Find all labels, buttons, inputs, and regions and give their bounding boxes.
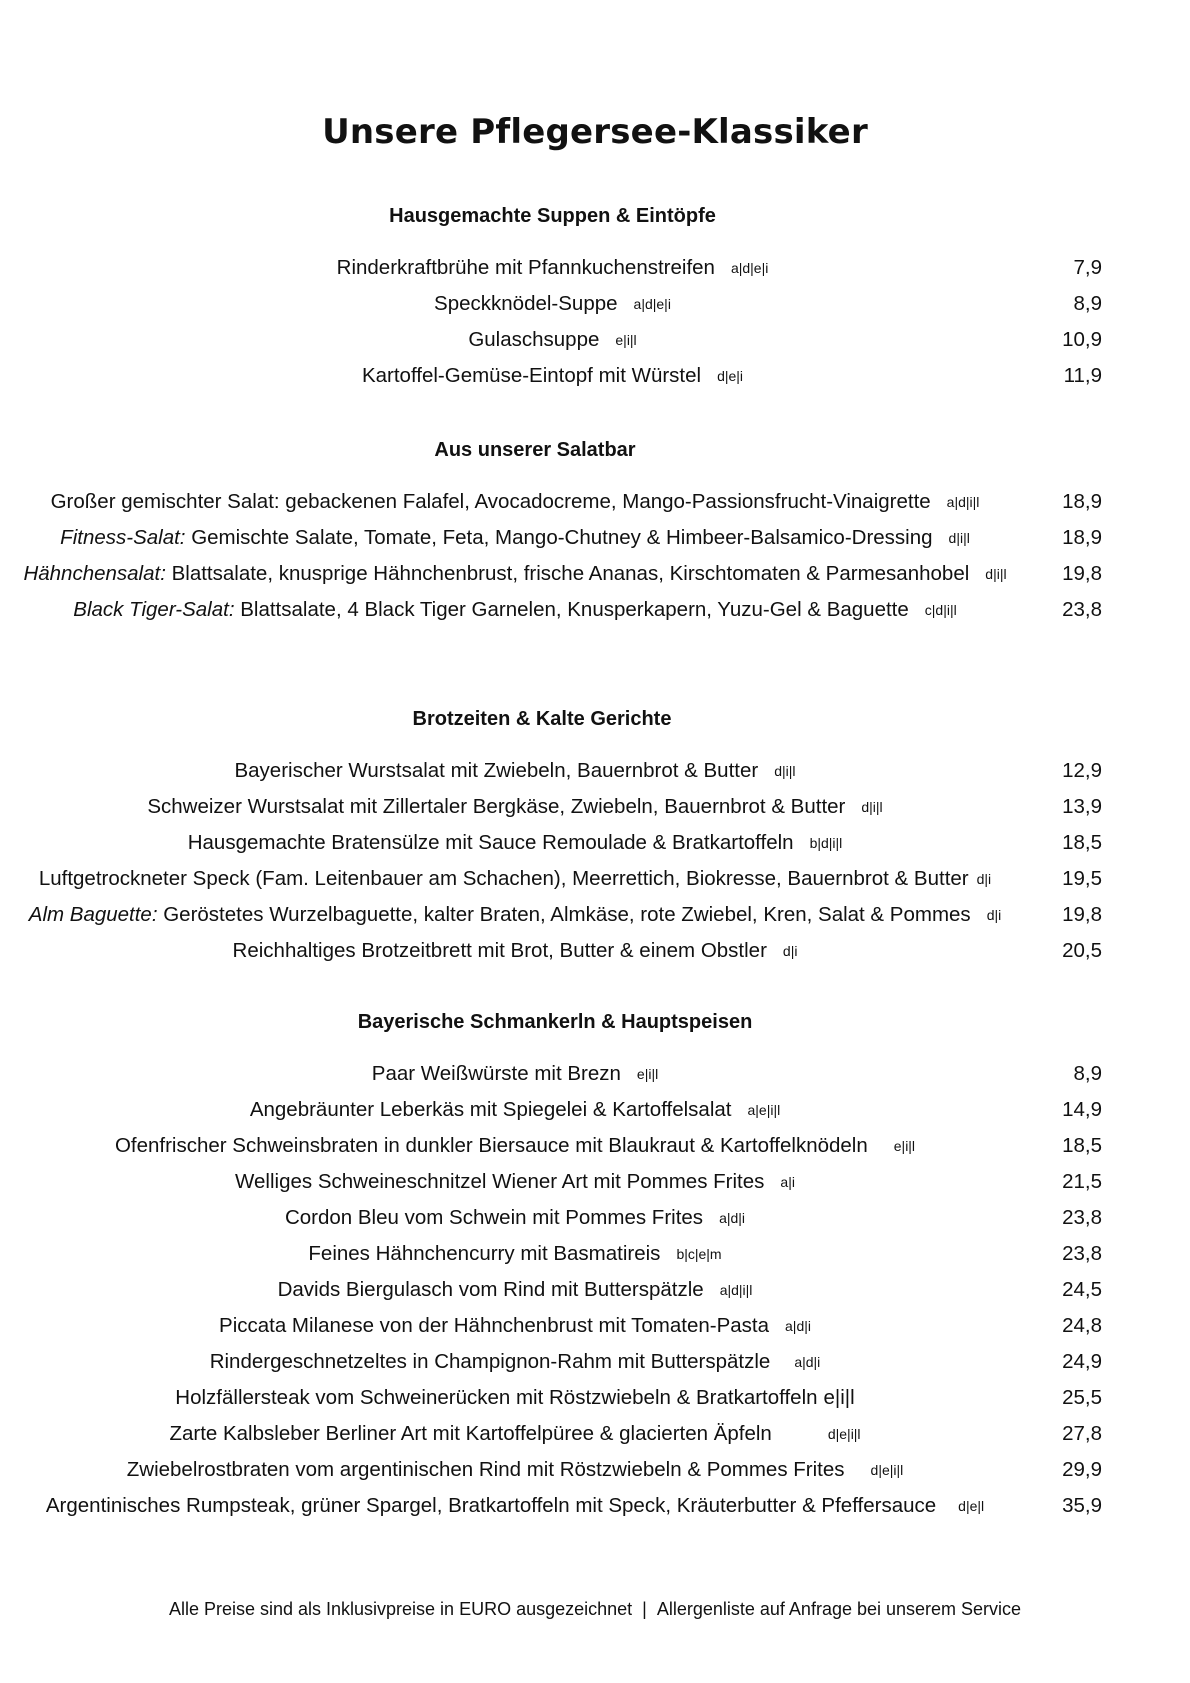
item-price: 20,5 (1062, 939, 1102, 962)
section-title-cold-dishes: Brotzeiten & Kalte Gerichte (412, 708, 672, 730)
footer-prices-note: Alle Preise sind als Inklusivpreise in EURO ausgezeichnet (168, 1599, 633, 1619)
item-allergens: d|i|l (774, 763, 796, 779)
menu-item (0, 1206, 1190, 1240)
item-allergens: e|i|l (636, 1066, 659, 1082)
menu-item (0, 364, 1190, 398)
item-price: 23,8 (1062, 1206, 1102, 1229)
item-price: 23,8 (1062, 1242, 1102, 1265)
menu-item (0, 526, 1190, 560)
menu-item (0, 598, 1190, 632)
item-allergens: e|i|l (893, 1138, 916, 1154)
item-name: Ofenfrischer Schweinsbraten in dunkler Biersauce mit Blaukraut & Kartoffelknödeln (114, 1134, 868, 1157)
menu-item (0, 939, 1190, 973)
item-price: 19,5 (1062, 867, 1102, 890)
item-allergens: a|d|i (785, 1318, 811, 1334)
item-allergens: d|e|i|l (827, 1426, 861, 1442)
item-name: Rinderkraftbrühe mit Pfannkuchenstreifen (336, 256, 715, 279)
item-allergens: e|i|l (615, 332, 637, 348)
item-allergens: d|e|i|l (870, 1462, 904, 1478)
item-name: Hausgemachte Bratensülze mit Sauce Remoulade & Bratkartoffeln (187, 831, 794, 854)
item-name: Gemischte Salate, Tomate, Feta, Mango-Chutney & Himbeer-Balsamico-Dressing (185, 526, 933, 549)
section-title-salads: Aus unserer Salatbar (434, 439, 636, 461)
item-allergens: d|e|l (958, 1498, 985, 1514)
item-prefix: Hähnchensalat: (23, 562, 166, 585)
item-name: Bayerischer Wurstsalat mit Zwiebeln, Bauernbrot & Butter (234, 759, 759, 782)
menu-item (0, 256, 1190, 290)
item-price: 24,5 (1062, 1278, 1102, 1301)
menu-item (0, 795, 1190, 829)
item-price: 8,9 (1073, 292, 1102, 315)
item-name: Gulaschsuppe (468, 328, 600, 351)
item-allergens: d|i|l (861, 799, 883, 815)
footer-allergen-note: Allergenliste auf Anfrage bei unserem Service (656, 1599, 1022, 1619)
footer-separator: | (642, 1599, 647, 1619)
item-price: 10,9 (1062, 328, 1102, 351)
item-name: Paar Weißwürste mit Brezn (371, 1062, 621, 1085)
item-price: 19,8 (1062, 562, 1102, 585)
item-allergens: a|e|i|l (747, 1102, 781, 1118)
item-name: Piccata Milanese von der Hähnchenbrust mit Tomaten-Pasta (219, 1314, 770, 1337)
item-allergens: d|i (782, 943, 798, 959)
item-name: Angebräunter Leberkäs mit Spiegelei & Kartoffelsalat (249, 1098, 732, 1121)
menu-item (0, 1170, 1190, 1204)
item-price: 12,9 (1062, 759, 1102, 782)
menu-item (0, 1386, 1190, 1420)
item-name: Blattsalate, 4 Black Tiger Garnelen, Knusperkapern, Yuzu-Gel & Baguette (234, 598, 909, 621)
item-name: Geröstetes Wurzelbaguette, kalter Braten, Almkäse, rote Zwiebel, Kren, Salat & Pommes (157, 903, 971, 926)
menu-item (0, 1314, 1190, 1348)
menu-item (0, 1242, 1190, 1276)
item-name: Kartoffel-Gemüse-Eintopf mit Würstel (361, 364, 702, 387)
item-price: 27,8 (1062, 1422, 1102, 1445)
item-name: Blattsalate, knusprige Hähnchenbrust, frische Ananas, Kirschtomaten & Parmesanhobel (165, 562, 970, 585)
item-name: Schweizer Wurstsalat mit Zillertaler Bergkäse, Zwiebeln, Bauernbrot & Butter (147, 795, 846, 818)
item-price: 18,5 (1062, 831, 1102, 854)
item-price: 21,5 (1062, 1170, 1102, 1193)
item-prefix: Alm Baguette: (28, 903, 158, 926)
item-name: Zarte Kalbsleber Berliner Art mit Kartoffelpüree & glacierten Äpfeln (169, 1422, 772, 1445)
item-allergens: a|d|i (719, 1210, 746, 1226)
item-prefix: Black Tiger-Salat: (73, 598, 235, 621)
item-allergens: b|d|i|l (809, 835, 843, 851)
menu-item (0, 1098, 1190, 1132)
menu-item (0, 1134, 1190, 1168)
item-name: Rindergeschnetzeltes in Champignon-Rahm mit Butterspätzle (209, 1350, 771, 1373)
item-price: 18,5 (1062, 1134, 1102, 1157)
menu-item (0, 1350, 1190, 1384)
item-name: Holzfällersteak vom Schweinerücken mit Röstzwiebeln & Bratkartoffeln (175, 1386, 818, 1409)
item-price: 24,9 (1062, 1350, 1102, 1373)
menu-item (0, 903, 1190, 937)
item-name: Großer gemischter Salat: gebackenen Falafel, Avocadocreme, Mango-Passionsfrucht-Vinaigrette (50, 490, 931, 513)
menu-item (0, 867, 1190, 901)
item-allergens: d|i|l (985, 566, 1007, 582)
item-name: Speckknödel-Suppe (434, 292, 618, 315)
item-price: 24,8 (1062, 1314, 1102, 1337)
item-allergens: e|i|l (823, 1386, 855, 1409)
item-price: 25,5 (1062, 1386, 1102, 1409)
item-allergens: d|i (986, 907, 1002, 923)
item-name: Davids Biergulasch vom Rind mit Butterspätzle (277, 1278, 704, 1301)
item-allergens: a|d|i|l (946, 494, 980, 510)
item-allergens: a|d|e|i (730, 260, 769, 276)
footer-note (0, 1599, 1190, 1620)
item-price: 19,8 (1062, 903, 1102, 926)
item-name: Luftgetrockneter Speck (Fam. Leitenbauer am Schachen), Meerrettich, Biokresse, Bauernbrot & Butter (38, 867, 969, 890)
section-title-main-dishes: Bayerische Schmankerln & Hauptspeisen (357, 1011, 753, 1033)
menu-item (0, 328, 1190, 362)
item-allergens: d|i (976, 871, 992, 887)
item-name: Feines Hähnchencurry mit Basmatireis (308, 1242, 661, 1265)
item-price: 23,8 (1062, 598, 1102, 621)
item-name: Welliges Schweineschnitzel Wiener Art mit Pommes Frites (235, 1170, 765, 1193)
item-name: Zwiebelrostbraten vom argentinischen Rind mit Röstzwiebeln & Pommes Frites (126, 1458, 845, 1481)
item-allergens: a|d|i|l (719, 1282, 753, 1298)
item-allergens: d|e|i (717, 368, 744, 384)
item-price: 8,9 (1073, 1062, 1102, 1085)
item-allergens: c|d|i|l (924, 602, 957, 618)
menu-item (0, 562, 1190, 596)
item-name: Argentinisches Rumpsteak, grüner Spargel, Bratkartoffeln mit Speck, Kräuterbutter & Pfeffersauce (45, 1494, 937, 1517)
item-prefix: Fitness-Salat: (60, 526, 186, 549)
item-price: 14,9 (1062, 1098, 1102, 1121)
item-allergens: a|i (780, 1174, 795, 1190)
menu-item (0, 1278, 1190, 1312)
item-allergens: d|i|l (948, 530, 970, 546)
item-price: 18,9 (1062, 490, 1102, 513)
menu-item (0, 292, 1190, 326)
item-price: 11,9 (1063, 364, 1102, 387)
item-price: 35,9 (1062, 1494, 1102, 1517)
item-allergens: a|d|e|i (633, 296, 671, 312)
item-allergens: a|d|i (794, 1354, 821, 1370)
page-title: Unsere Pflegersee-Klassiker (322, 112, 868, 152)
menu-item (0, 1062, 1190, 1096)
item-name: Cordon Bleu vom Schwein mit Pommes Frites (284, 1206, 704, 1229)
item-price: 13,9 (1062, 795, 1102, 818)
menu-item (0, 1422, 1190, 1456)
item-name: Reichhaltiges Brotzeitbrett mit Brot, Butter & einem Obstler (232, 939, 767, 962)
menu-item (0, 759, 1190, 793)
menu-item (0, 1458, 1190, 1492)
item-price: 18,9 (1062, 526, 1102, 549)
item-price: 7,9 (1073, 256, 1102, 279)
menu-item (0, 831, 1190, 865)
menu-item (0, 490, 1190, 524)
item-price: 29,9 (1062, 1458, 1102, 1481)
menu-item (0, 1494, 1190, 1528)
item-allergens: b|c|e|m (676, 1246, 722, 1262)
section-title-soups: Hausgemachte Suppen & Eintöpfe (389, 205, 716, 227)
